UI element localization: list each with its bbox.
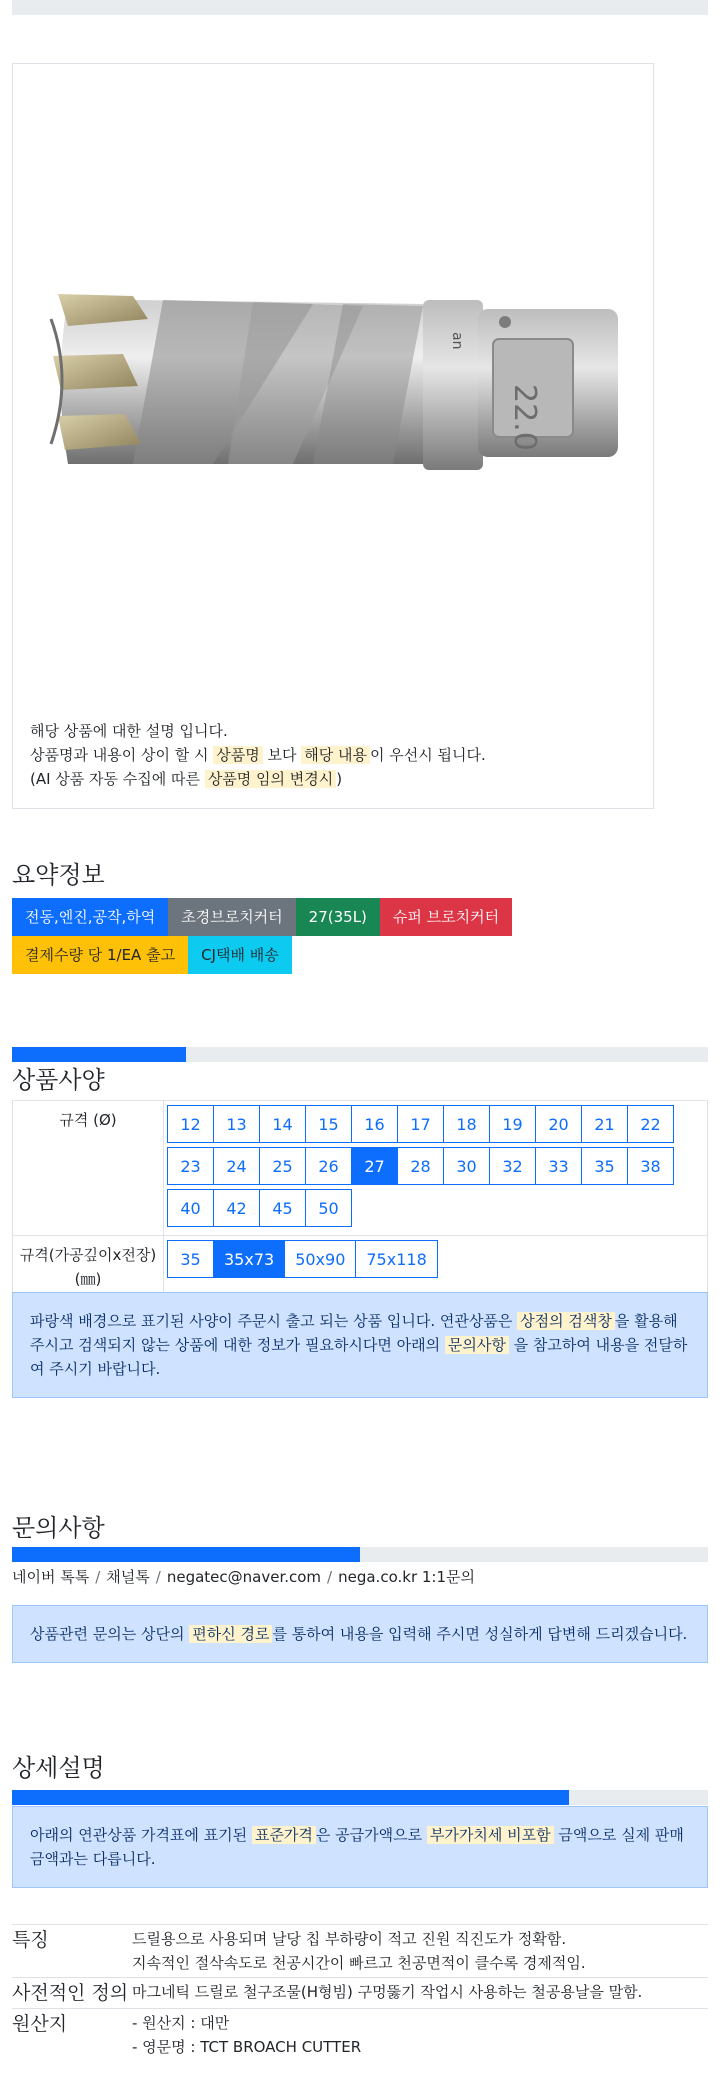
summary-badge: 슈퍼 브로치커터 [380,898,512,936]
product-description [30,719,486,791]
inquiry-link[interactable]: nega.co.kr 1:1문의 [338,1568,475,1586]
notice-text: 를 통하여 내용을 입력해 주시면 성실하게 답변해 드리겠습니다. [272,1625,688,1643]
feature-line: 마그네틱 드릴로 철구조물(H형빔) 구멍뚫기 작업시 사용하는 철공용날을 말함. [132,1983,643,2001]
feature-line: - 원산지 : 대만 [132,2014,230,2032]
highlight-inquiry: 문의사항 [445,1336,509,1354]
highlight-rename: 상품명 임의 변경시 [205,770,336,788]
spec-option-25[interactable]: 25 [259,1147,306,1185]
spec-title: 상품사양 [12,1066,105,1094]
inquiry-progress-fill [12,1547,360,1562]
notice-text: 아래의 연관상품 가격표에 표기된 [30,1826,248,1844]
feature-line: 드릴용으로 사용되며 날당 칩 부하량이 적고 진원 직진도가 정확함. [132,1930,567,1948]
spec-option-50[interactable]: 50 [305,1189,352,1227]
inquiry-link[interactable]: negatec@naver.com [166,1568,322,1586]
feature-key: 원산지 [12,2013,68,2035]
product-image-box [12,63,654,809]
spec-option-40[interactable]: 40 [167,1189,214,1227]
description-text: 상품명과 내용이 상이 할 시 [30,746,209,764]
summary-badge: 결제수량 당 1/EA 출고 [12,936,188,974]
highlight-standard-price: 표준가격 [252,1826,316,1844]
inquiry-progress [12,1547,708,1562]
spec-notice [12,1292,708,1398]
description-text: ) [336,770,343,788]
spec-option-16[interactable]: 16 [351,1105,398,1143]
detail-title: 상세설명 [12,1754,105,1782]
spec-option-35[interactable]: 35 [167,1240,214,1278]
spec-option-23[interactable]: 23 [167,1147,214,1185]
summary-title: 요약정보 [12,861,105,889]
summary-badge: 27(35L) [296,898,380,936]
feature-value [132,1925,708,1977]
spec-option-26[interactable]: 26 [305,1147,352,1185]
highlight-content: 해당 내용 [301,746,370,764]
summary-badge: 전동,엔진,공작,하역 [12,898,168,936]
spec-option-22[interactable]: 22 [627,1105,674,1143]
spec-option-50x90[interactable]: 50x90 [284,1240,356,1278]
notice-text: 파랑색 배경으로 표기된 사양이 주문시 출고 되는 상품 입니다. 연관상품은 [30,1312,513,1330]
spec-table [12,1100,708,1299]
feature-key: 특징 [12,1929,49,1951]
feature-table [12,1924,708,2061]
spec-option-30[interactable]: 30 [443,1147,490,1185]
spec-option-75x118[interactable]: 75x118 [355,1240,437,1278]
feature-value [132,2009,708,2061]
notice-text: 은 공급가액으로 [315,1826,423,1844]
spec-option-20[interactable]: 20 [535,1105,582,1143]
inquiry-links [12,1566,475,1587]
feature-row [12,1977,708,2008]
detail-progress [12,1790,708,1805]
spec-option-13[interactable]: 13 [213,1105,260,1143]
svg-text:22.0: 22.0 [507,384,542,451]
feature-key: 사전적인 정의 [12,1982,129,2004]
spec-option-18[interactable]: 18 [443,1105,490,1143]
description-line-2 [30,743,486,767]
link-separator: / [327,1568,333,1586]
highlight-vat: 부가가치세 비포함 [427,1826,554,1844]
feature-line: 지속적인 절삭속도로 천공시간이 빠르고 천공면적이 클수록 경제적임. [132,1954,586,1972]
highlight-route: 편하신 경로 [189,1625,272,1643]
spec-option-list [167,1240,704,1282]
notice-text: 상품관련 문의는 상단의 [30,1625,185,1643]
description-line-3 [30,767,486,791]
spec-option-17[interactable]: 17 [397,1105,444,1143]
spec-option-28[interactable]: 28 [397,1147,444,1185]
spec-options [164,1236,708,1299]
feature-line: - 영문명 : TCT BROACH CUTTER [132,2038,362,2056]
summary-badges [12,898,672,974]
inquiry-link[interactable]: 채널톡 [106,1568,150,1586]
spec-option-42[interactable]: 42 [213,1189,260,1227]
summary-badge: CJ택배 배송 [188,936,292,974]
notice-text: 을 활용해 주시고 검색되지 않는 상품에 대한 정보가 필요하시다면 아래의 [30,1312,678,1354]
highlight-search: 상점의 검색창 [517,1312,615,1330]
description-line-1: 해당 상품에 대한 설명 입니다. [30,722,228,740]
feature-row [12,2008,708,2061]
link-separator: / [155,1568,161,1586]
spec-option-45[interactable]: 45 [259,1189,306,1227]
spec-option-38[interactable]: 38 [627,1147,674,1185]
inquiry-title: 문의사항 [12,1514,105,1542]
description-text: (AI 상품 자동 수집에 따른 [30,770,201,788]
spec-option-33[interactable]: 33 [535,1147,582,1185]
detail-progress-fill [12,1790,569,1805]
spec-option-21[interactable]: 21 [581,1105,628,1143]
spec-option-19[interactable]: 19 [489,1105,536,1143]
spec-options [164,1101,708,1236]
highlight-product-name: 상품명 [213,746,262,764]
svg-text:an: an [449,332,465,350]
summary-badge: 초경브로치커터 [168,898,295,936]
spec-option-24[interactable]: 24 [213,1147,260,1185]
description-text: 이 우선시 됩니다. [370,746,486,764]
spec-option-list [167,1105,704,1231]
notice-text: 금액으로 실제 판매금액과는 다릅니다. [30,1826,684,1868]
spec-progress [12,1047,708,1062]
inquiry-notice [12,1605,708,1663]
spec-option-14[interactable]: 14 [259,1105,306,1143]
product-image [13,64,655,810]
spec-option-15[interactable]: 15 [305,1105,352,1143]
spec-option-35[interactable]: 35 [581,1147,628,1185]
spec-label: 규격 (Ø) [13,1101,164,1236]
spec-option-32[interactable]: 32 [489,1147,536,1185]
feature-row [12,1924,708,1977]
notice-text: 을 참고하여 내용을 전달하여 주시기 바랍니다. [30,1336,688,1378]
spec-option-12[interactable]: 12 [167,1105,214,1143]
top-progress-bar [12,0,708,15]
price-notice [12,1806,708,1888]
spec-option-27[interactable]: 27 [351,1147,398,1185]
link-separator: / [95,1568,101,1586]
description-text: 보다 [267,746,297,764]
spec-row-diameter [13,1101,708,1236]
spec-option-35x73[interactable]: 35x73 [213,1240,285,1278]
feature-value [132,1978,708,2008]
spec-label: 규격(가공깊이x전장) (㎜) [13,1236,164,1299]
spec-row-length [13,1236,708,1299]
inquiry-link[interactable]: 네이버 톡톡 [12,1568,90,1586]
